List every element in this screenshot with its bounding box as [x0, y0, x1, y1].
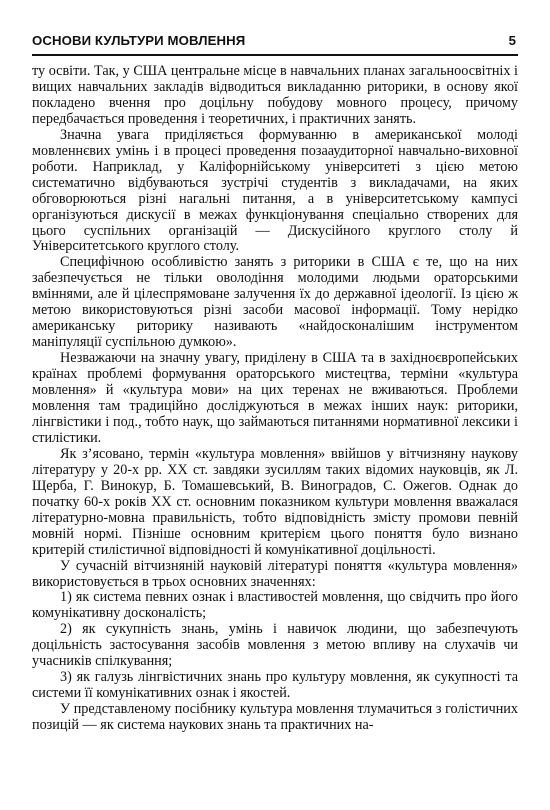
- page-number: 5: [508, 33, 516, 48]
- paragraph: Незважаючи на значну увагу, приділену в США та в західноєвропейських країнах проблемі формування ораторського мистецтва, терміни «культура мовлення» й «культура мови» на цих теренах не вживаються. Проблеми мовлення там традиційно досліджуються в межах інших наук: риторики, лінгвістики і под., тобто наук, що займаються питаннями нормативної лексики і стилістики.: [32, 350, 518, 446]
- list-item: 2) як сукупність знань, умінь і навичок людини, що забезпечують доцільність застосування засобів мовлення з метою впливу на слухачів чи учасників спілкування;: [32, 621, 518, 670]
- running-header-title: ОСНОВИ КУЛЬТУРИ МОВЛЕННЯ: [32, 33, 246, 48]
- paragraph: У представленому посібнику культура мовлення тлумачиться з голістичних позицій — як система наукових знань та практичних на-: [32, 701, 518, 734]
- paragraph: Значна увага приділяється формуванню в американської молоді мовленнєвих умінь і в процесі проведення позааудиторної навчально-виховної роботи. Наприклад, у Каліфорнійському університеті з цією метою систематично відбуваються зустрічі студентів з викладачами, на яких обговорюються різні нагальні питання, а в університетському кампусі організуються дискусії в межах функціонування спеціально створених для цього суспільних організацій — Дискусійного круглого столу й Університетського круглого столу.: [32, 126, 518, 255]
- paragraph: У сучасній вітчизняній науковій літературі поняття «культура мовлення» використовується в трьох основних значеннях:: [32, 557, 518, 590]
- running-header: [32, 33, 518, 53]
- paragraph-continued: ту освіти. Так, у США центральне місце в навчальних планах загальноосвітніх і вищих навчальних закладів відводиться викладанню риторики, в основу якої покладено вчення про доцільну побудову мовного процесу, причому передбачається проведення і теоретичних, і практичних занять.: [32, 63, 518, 127]
- paragraph: Як з’ясовано, термін «культура мовлення» ввійшов у вітчизняну наукову літературу у 20-х рр. XX ст. завдяки зусиллям таких відомих науковців, як Л. Щерба, Г. Винокур, Б. Томашевський, В. Виноградов, С. Ожегов. Однак до початку 60-х років XX ст. основним показником культури мовлення вважалася літературно-мовна правильність, тобто відповідність змісту промови певній мовній нормі. Пізніше основним критерієм цього поняття було визнано критерій стилістичної відповідності й комунікативної доцільності.: [32, 445, 518, 558]
- header-divider: [32, 54, 518, 56]
- list-item: 1) як система певних ознак і властивостей мовлення, що свідчить про його комунікативну досконалість;: [32, 589, 518, 622]
- list-item: 3) як галузь лінгвістичних знань про культуру мовлення, як сукупності та системи її комунікативних ознак і якостей.: [32, 669, 518, 702]
- body-text: [32, 64, 518, 734]
- paragraph: Специфічною особливістю занять з риторики в США є те, що на них забезпечується не тільки оволодіння молодими людьми ораторськими вміннями, але й цілеспрямоване залучення їх до державної ідеології. Із цією ж метою використовуються різні засоби масової інформації. Тому нерідко американську риторику називають «найдосконалішим інструментом маніпуляції суспільною думкою».: [32, 254, 518, 351]
